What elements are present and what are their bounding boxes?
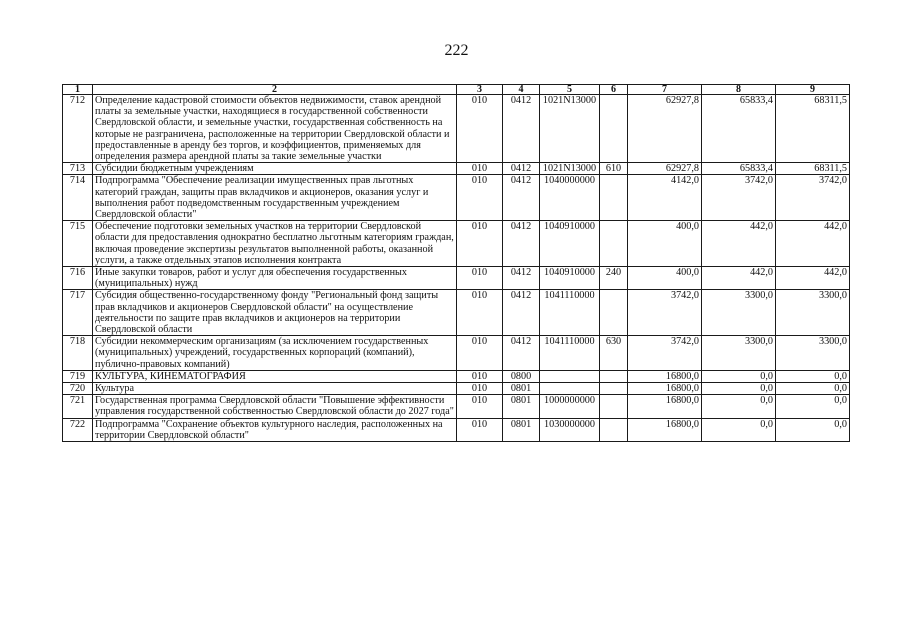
cell-col-8: 3300,0 <box>702 290 776 336</box>
cell-col-8: 0,0 <box>702 370 776 382</box>
cell-col-9: 68311,5 <box>776 95 850 163</box>
cell-col-4: 0800 <box>503 370 540 382</box>
row-name: Иные закупки товаров, работ и услуг для обеспечения государственных (муниципальных) нужд <box>93 267 457 290</box>
cell-col-7: 4142,0 <box>628 175 702 221</box>
column-header: 5 <box>540 85 600 95</box>
table-header <box>63 85 850 95</box>
cell-col-3: 010 <box>457 336 503 371</box>
cell-col-4: 0412 <box>503 163 540 175</box>
cell-col-3: 010 <box>457 95 503 163</box>
table-row <box>63 395 850 418</box>
cell-col-7: 62927,8 <box>628 163 702 175</box>
column-header: 1 <box>63 85 93 95</box>
cell-col-6 <box>600 418 628 441</box>
cell-col-7: 16800,0 <box>628 395 702 418</box>
row-number: 712 <box>63 95 93 163</box>
page-number: 222 <box>444 42 469 59</box>
cell-col-6: 610 <box>600 163 628 175</box>
cell-col-4: 0801 <box>503 395 540 418</box>
cell-col-7: 62927,8 <box>628 95 702 163</box>
table-row <box>63 267 850 290</box>
cell-col-6: 630 <box>600 336 628 371</box>
row-number: 721 <box>63 395 93 418</box>
row-number: 716 <box>63 267 93 290</box>
cell-col-4: 0412 <box>503 336 540 371</box>
row-number: 717 <box>63 290 93 336</box>
cell-col-3: 010 <box>457 221 503 267</box>
cell-col-3: 010 <box>457 175 503 221</box>
table-row <box>63 336 850 371</box>
row-name: Обеспечение подготовки земельных участков на территории Свердловской области для предоставления однократно бесплатно льготным категориям граждан, включая проведение экспертизы результатов выполненной работы, оказанной услуги, а также отдельных этапов исполнения контракта <box>93 221 457 267</box>
cell-col-7: 16800,0 <box>628 418 702 441</box>
table-row <box>63 95 850 163</box>
cell-col-5 <box>540 383 600 395</box>
cell-col-8: 0,0 <box>702 383 776 395</box>
cell-col-9: 3300,0 <box>776 336 850 371</box>
cell-col-8: 0,0 <box>702 418 776 441</box>
row-name: Подпрограмма "Обеспечение реализации имущественных прав льготных категорий граждан, защиты прав вкладчиков и акционеров, оказания услуг и выполнения работ подведомственным государственным учреждением Свердловской области" <box>93 175 457 221</box>
cell-col-6 <box>600 95 628 163</box>
row-number: 722 <box>63 418 93 441</box>
cell-col-9: 3300,0 <box>776 290 850 336</box>
cell-col-5: 1040910000 <box>540 221 600 267</box>
cell-col-9: 3742,0 <box>776 175 850 221</box>
table-row <box>63 290 850 336</box>
cell-col-5: 1000000000 <box>540 395 600 418</box>
column-header: 7 <box>628 85 702 95</box>
column-header: 2 <box>93 85 457 95</box>
cell-col-7: 400,0 <box>628 221 702 267</box>
cell-col-8: 65833,4 <box>702 163 776 175</box>
table-row <box>63 163 850 175</box>
cell-col-6 <box>600 290 628 336</box>
cell-col-5: 1041110000 <box>540 290 600 336</box>
cell-col-9: 68311,5 <box>776 163 850 175</box>
cell-col-4: 0412 <box>503 175 540 221</box>
cell-col-4: 0801 <box>503 383 540 395</box>
budget-table <box>62 84 850 442</box>
cell-col-8: 442,0 <box>702 221 776 267</box>
row-number: 718 <box>63 336 93 371</box>
cell-col-5: 1030000000 <box>540 418 600 441</box>
column-header: 3 <box>457 85 503 95</box>
column-header: 9 <box>776 85 850 95</box>
row-number: 713 <box>63 163 93 175</box>
cell-col-6 <box>600 370 628 382</box>
cell-col-7: 16800,0 <box>628 383 702 395</box>
cell-col-5: 1041110000 <box>540 336 600 371</box>
table-row <box>63 175 850 221</box>
cell-col-7: 3742,0 <box>628 336 702 371</box>
cell-col-6: 240 <box>600 267 628 290</box>
row-name: Определение кадастровой стоимости объектов недвижимости, ставок арендной платы за земельные участки, находящиеся в государственной собственности Свердловской области, и земельные участки, государственная собственность на которые не разграничена, расположенные на территории Свердловской области и предоставленные в аренду без торгов, и коэффициентов, применяемых для определения размера арендной платы за такие земельные участки <box>93 95 457 163</box>
cell-col-4: 0801 <box>503 418 540 441</box>
cell-col-4: 0412 <box>503 290 540 336</box>
cell-col-6 <box>600 221 628 267</box>
row-name: Субсидии бюджетным учреждениям <box>93 163 457 175</box>
row-name: Подпрограмма "Сохранение объектов культурного наследия, расположенных на территории Свердловской области" <box>93 418 457 441</box>
table-row <box>63 221 850 267</box>
cell-col-4: 0412 <box>503 95 540 163</box>
cell-col-9: 442,0 <box>776 221 850 267</box>
cell-col-6 <box>600 395 628 418</box>
cell-col-6 <box>600 383 628 395</box>
cell-col-5: 1040910000 <box>540 267 600 290</box>
cell-col-5: 1021N13000 <box>540 163 600 175</box>
cell-col-4: 0412 <box>503 221 540 267</box>
cell-col-3: 010 <box>457 383 503 395</box>
cell-col-8: 442,0 <box>702 267 776 290</box>
table-row <box>63 370 850 382</box>
row-name: КУЛЬТУРА, КИНЕМАТОГРАФИЯ <box>93 370 457 382</box>
cell-col-9: 0,0 <box>776 418 850 441</box>
row-number: 720 <box>63 383 93 395</box>
cell-col-9: 0,0 <box>776 383 850 395</box>
cell-col-9: 0,0 <box>776 370 850 382</box>
cell-col-3: 010 <box>457 267 503 290</box>
cell-col-9: 0,0 <box>776 395 850 418</box>
cell-col-6 <box>600 175 628 221</box>
table-row <box>63 383 850 395</box>
cell-col-9: 442,0 <box>776 267 850 290</box>
cell-col-5: 1021N13000 <box>540 95 600 163</box>
row-name: Субсидия общественно-государственному фонду "Региональный фонд защиты прав вкладчиков и акционеров Свердловской области" на осуществление деятельности по защите прав вкладчиков и акционеров на территории Свердловской области <box>93 290 457 336</box>
cell-col-3: 010 <box>457 370 503 382</box>
row-number: 719 <box>63 370 93 382</box>
column-header: 8 <box>702 85 776 95</box>
cell-col-8: 3742,0 <box>702 175 776 221</box>
table-row <box>63 418 850 441</box>
row-name: Государственная программа Свердловской области "Повышение эффективности управления государственной собственностью Свердловской области до 2027 года" <box>93 395 457 418</box>
cell-col-3: 010 <box>457 418 503 441</box>
row-name: Культура <box>93 383 457 395</box>
cell-col-3: 010 <box>457 163 503 175</box>
cell-col-7: 400,0 <box>628 267 702 290</box>
row-number: 715 <box>63 221 93 267</box>
cell-col-5: 1040000000 <box>540 175 600 221</box>
cell-col-4: 0412 <box>503 267 540 290</box>
cell-col-7: 16800,0 <box>628 370 702 382</box>
cell-col-3: 010 <box>457 395 503 418</box>
row-number: 714 <box>63 175 93 221</box>
table-body <box>63 95 850 442</box>
cell-col-8: 3300,0 <box>702 336 776 371</box>
column-header: 4 <box>503 85 540 95</box>
cell-col-7: 3742,0 <box>628 290 702 336</box>
row-name: Субсидии некоммерческим организациям (за исключением государственных (муниципальных) учреждений, государственных корпораций (компаний), публично-правовых компаний) <box>93 336 457 371</box>
cell-col-8: 65833,4 <box>702 95 776 163</box>
cell-col-8: 0,0 <box>702 395 776 418</box>
cell-col-5 <box>540 370 600 382</box>
column-header: 6 <box>600 85 628 95</box>
cell-col-3: 010 <box>457 290 503 336</box>
